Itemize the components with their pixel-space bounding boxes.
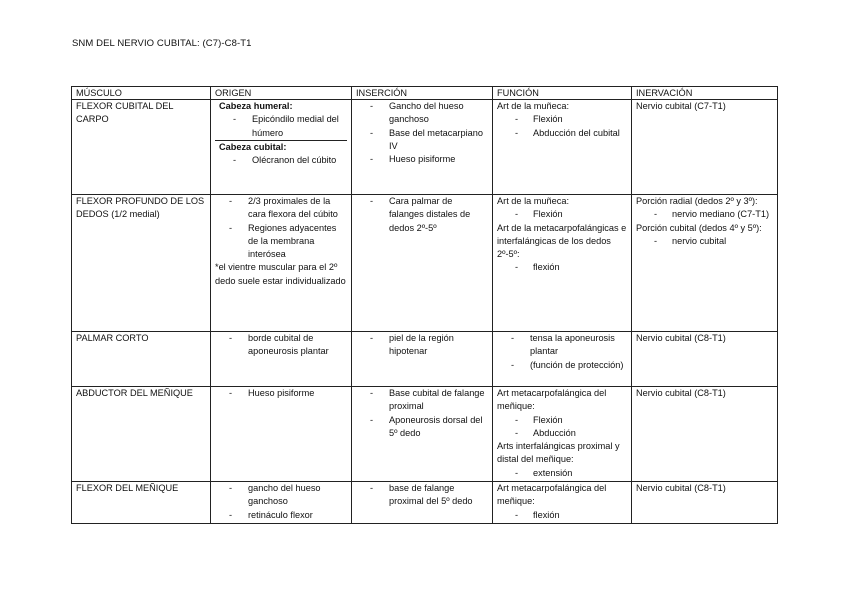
origin-cell — [211, 100, 352, 195]
list-item: - flexión — [497, 509, 627, 522]
origin-cell — [211, 332, 352, 387]
list-item: - Flexión — [497, 113, 627, 126]
list-item: - Gancho del hueso ganchoso — [356, 100, 488, 127]
header-origin: ORIGEN — [211, 87, 352, 100]
list-item: - Hueso pisiforme — [215, 387, 347, 400]
function-intro: Art metacarpofalángica del meñique: — [497, 388, 607, 412]
list-item: - retináculo flexor — [215, 509, 347, 522]
innervation-text: Nervio cubital (C7-T1) — [636, 101, 726, 111]
list-item: - Epicóndilo medial del húmero — [219, 113, 343, 140]
function-cell — [493, 387, 632, 482]
origin-note: *el vientre muscular para el 2º dedo suele estar individualizado — [215, 262, 346, 286]
innervation-text: Nervio cubital (C8-T1) — [636, 333, 726, 343]
function-intro: Art de la muñeca: — [497, 196, 570, 206]
function-intro: Art metacarpofalángica del meñique: — [497, 483, 607, 507]
list-item: - Hueso pisiforme — [356, 153, 488, 166]
list-item: - tensa la aponeurosis plantar — [497, 332, 627, 359]
table-row — [72, 482, 778, 524]
list-item: - Flexión — [497, 414, 627, 427]
list-item: - nervio cubital — [636, 235, 773, 248]
innervation-text: Nervio cubital (C8-T1) — [636, 388, 726, 398]
origin-cell — [211, 387, 352, 482]
ulnar-portion-label: Porción cubital (dedos 4º y 5º): — [636, 222, 762, 233]
insertion-cell — [352, 332, 493, 387]
humeral-head-block — [215, 100, 347, 140]
insertion-cell — [352, 195, 493, 332]
function-cell — [493, 482, 632, 524]
table-row — [72, 100, 778, 195]
document-title: SNM DEL NERVIO CUBITAL: (C7)-C8-T1 — [72, 38, 252, 49]
table-row — [72, 332, 778, 387]
list-item: - Olécranon del cúbito — [219, 154, 343, 167]
ulnar-head-block — [215, 140, 347, 168]
list-item: - gancho del hueso ganchoso — [215, 482, 347, 509]
function-intro-2: Art de la metacarpofalángicas e interfalángicas de los dedos 2º-5º: — [497, 222, 627, 260]
muscle-cell — [72, 100, 211, 195]
ulnar-head-label: Cabeza cubital: — [219, 141, 287, 152]
muscle-name: PALMAR CORTO — [76, 333, 149, 343]
muscle-cell — [72, 195, 211, 332]
innervation-cell — [632, 195, 778, 332]
list-item: - Cara palmar de falanges distales de dedos 2º-5º — [356, 195, 488, 235]
list-item: - Base del metacarpiano IV — [356, 127, 488, 154]
list-item: - Aponeurosis dorsal del 5º dedo — [356, 414, 488, 441]
list-item: - Regiones adyacentes de la membrana interósea — [215, 222, 347, 262]
origin-cell — [211, 482, 352, 524]
insertion-cell — [352, 482, 493, 524]
muscle-cell — [72, 387, 211, 482]
function-intro-2: Arts interfalángicas proximal y distal del meñique: — [497, 441, 620, 465]
list-item: - nervio mediano (C7-T1) — [636, 208, 773, 221]
muscle-cell — [72, 332, 211, 387]
muscle-name: FLEXOR CUBITAL DEL CARPO — [76, 101, 174, 125]
header-muscle: MÚSCULO — [72, 87, 211, 100]
list-item: - Abducción del cubital — [497, 127, 627, 140]
humeral-head-label: Cabeza humeral: — [219, 101, 293, 111]
function-cell — [493, 332, 632, 387]
muscle-cell — [72, 482, 211, 524]
insertion-cell — [352, 100, 493, 195]
function-cell — [493, 100, 632, 195]
muscle-name: FLEXOR DEL MEÑIQUE — [76, 483, 179, 493]
list-item: - borde cubital de aponeurosis plantar — [215, 332, 347, 359]
insertion-cell — [352, 387, 493, 482]
muscle-name: FLEXOR PROFUNDO DE LOS DEDOS (1/2 medial) — [76, 196, 205, 220]
function-cell — [493, 195, 632, 332]
list-item: - (función de protección) — [497, 359, 627, 372]
list-item: - 2/3 proximales de la cara flexora del cúbito — [215, 195, 347, 222]
innervation-cell — [632, 387, 778, 482]
header-insertion: INSERCIÓN — [352, 87, 493, 100]
list-item: - Flexión — [497, 208, 627, 221]
muscle-table — [71, 86, 778, 524]
innervation-cell — [632, 332, 778, 387]
list-item: - Abducción — [497, 427, 627, 440]
table-row — [72, 387, 778, 482]
list-item: - flexión — [497, 261, 627, 274]
muscle-name: ABDUCTOR DEL MEÑIQUE — [76, 388, 193, 398]
origin-cell — [211, 195, 352, 332]
radial-portion-label: Porción radial (dedos 2º y 3º): — [636, 196, 758, 206]
table-row — [72, 195, 778, 332]
header-innervation: INERVACIÓN — [632, 87, 778, 100]
innervation-cell — [632, 482, 778, 524]
list-item: - piel de la región hipotenar — [356, 332, 488, 359]
innervation-cell — [632, 100, 778, 195]
list-item: - base de falange proximal del 5º dedo — [356, 482, 488, 509]
header-row — [72, 87, 778, 100]
innervation-text: Nervio cubital (C8-T1) — [636, 483, 726, 493]
function-intro: Art de la muñeca: — [497, 101, 570, 111]
list-item: - Base cubital de falange proximal — [356, 387, 488, 414]
header-function: FUNCIÓN — [493, 87, 632, 100]
list-item: - extensión — [497, 467, 627, 480]
